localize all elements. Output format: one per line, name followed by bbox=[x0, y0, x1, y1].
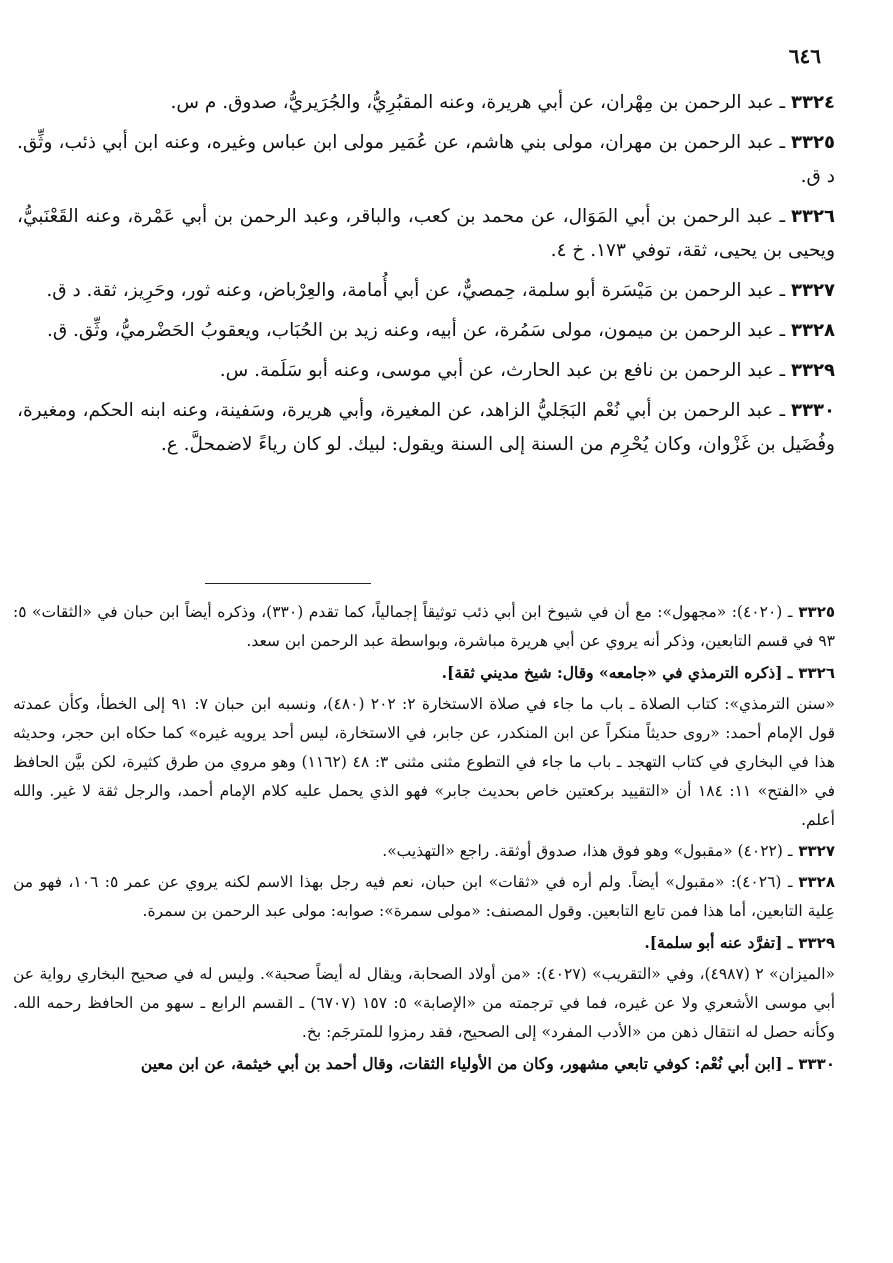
entry-3329 bbox=[17, 354, 835, 388]
note-3329-body bbox=[13, 960, 835, 1047]
note-number: ٣٣٣٠ bbox=[798, 1055, 835, 1073]
note-3330 bbox=[13, 1049, 835, 1079]
entry-number: ٣٣٢٩ bbox=[791, 360, 835, 381]
entry-text: ـ عبد الرحمن بن مِهْران، عن أبي هريرة، وعنه المقبُرِيُّ، والجُرَيريُّ، صدوق. م س. bbox=[170, 92, 786, 113]
entry-text: ـ عبد الرحمن بن ميمون، مولى سَمُرة، عن أبيه، وعنه زيد بن الحُبَاب، ويعقوبُ الحَضْرميُّ، وثِّق. ق. bbox=[46, 320, 786, 341]
note-text: «الميزان» ٢ (٤٩٨٧)، وفي «التقريب» (٤٠٢٧): «من أولاد الصحابة، ويقال له أيضاً صحبة». وليس له في صحيح البخاري رواية عن أبي موسى الأشعري ولا عن غيره، فما في ترجمته من «الإصابة» ٥: ١٥٧ (٦٧٠٧) ـ القسم الرابع ـ سهو من الحافظ رحمه الله. وكأنه حصل له انتقال ذهن من «الأدب المفرد» إلى الصحيح، فقد رمزوا للمترجَم: بخ. bbox=[13, 965, 835, 1041]
note-number: ٣٣٢٦ bbox=[798, 664, 835, 682]
note-3328 bbox=[13, 868, 835, 926]
entry-number: ٣٣٢٨ bbox=[791, 320, 835, 341]
entry-text: ـ عبد الرحمن بن نافع بن عبد الحارث، عن أبي موسى، وعنه أبو سَلَمة. س. bbox=[219, 360, 786, 381]
entry-3328 bbox=[17, 314, 835, 348]
entry-3325 bbox=[17, 126, 835, 194]
entry-number: ٣٣٢٧ bbox=[791, 280, 835, 301]
entry-3326 bbox=[17, 200, 835, 268]
note-text: «سنن الترمذي»: كتاب الصلاة ـ باب ما جاء في صلاة الاستخارة ٢: ٢٠٢ (٤٨٠)، ونسبه ابن حبان ٧: ٩١ إلى الخطأ، وكأن عمدته قول الإمام أحمد: «روى حديثاً منكراً عن ابن المنكدر، عن جابر، في الاستخارة، ليس أحد يرويه غيره» كما حكاه ابن حجر، وحديثه هذا في البخاري في كتاب التهجد ـ باب ما جاء في التطوع مثنى مثنى ٣: ٤٨ (١١٦٢) وهو مروي من طرق كثيرة، لكن بيَّن الحافظ في «الفتح» ١١: ١٨٤ أن «التقييد بركعتين خاص بحديث جابر» فهو الذي يحمل عليه كلام الإمام أحمد، والرجل ثقة لا غير. والله أعلم. bbox=[13, 695, 836, 829]
main-entries bbox=[17, 86, 835, 468]
footnote-divider bbox=[205, 583, 371, 584]
entry-number: ٣٣٣٠ bbox=[791, 400, 835, 421]
note-text: ـ [ابن أبي نُعْم: كوفي تابعي مشهور، وكان من الأولياء الثقات، وقال أحمد بن أبي خيثمة، عن ابن معين bbox=[140, 1054, 793, 1073]
note-3325 bbox=[13, 598, 835, 656]
entry-text: ـ عبد الرحمن بن أبي المَوَال، عن محمد بن كعب، والباقر، وعبد الرحمن بن أبي عَمْرة، وعنه القَعْنَبيُّ، ويحيى بن يحيى، ثقة، توفي ١٧٣. خ ٤. bbox=[17, 206, 835, 261]
entry-3324 bbox=[17, 86, 835, 120]
entry-text: ـ عبد الرحمن بن مَيْسَرة أبو سلمة، حِمصيٌّ، عن أبي أُمامة، والعِرْباض، وعنه ثور، وحَرِيز، ثقة. د ق. bbox=[46, 280, 786, 301]
entry-number: ٣٣٢٦ bbox=[791, 206, 835, 227]
entry-text: ـ عبد الرحمن بن مهران، مولى بني هاشم، عن عُمَير مولى ابن عباس وغيره، وعنه ابن أبي ذئب، وثِّق. د ق. bbox=[17, 132, 835, 187]
entry-number: ٣٣٢٥ bbox=[791, 132, 835, 153]
note-number: ٣٣٢٥ bbox=[798, 603, 836, 621]
note-text: ـ [ذكره الترمذي في «جامعه» وقال: شيخ مديني ثقة]. bbox=[441, 663, 793, 682]
note-number: ٣٣٢٨ bbox=[798, 873, 835, 891]
note-3326 bbox=[13, 658, 835, 688]
note-3327 bbox=[13, 837, 835, 866]
entry-text: ـ عبد الرحمن بن أبي نُعْم البَجَليُّ الزاهد، عن المغيرة، وأبي هريرة، وسَفينة، وعنه ابنه الحكم، ومغيرة، وفُضَيل بن غَزْوان، وكان يُحْرِم من السنة إلى السنة ويقول: لبيك. لو كان رياءً لاضمحلَّ. ع. bbox=[17, 400, 835, 455]
entry-number: ٣٣٢٤ bbox=[791, 92, 835, 113]
entry-3330 bbox=[17, 394, 835, 462]
footnotes bbox=[13, 598, 835, 1081]
note-text: ـ (٤٠٢٦): «مقبول» أيضاً. ولم أره في «ثقات» ابن حبان، نعم فيه رجل بهذا الاسم لكنه يروي عن عمر ٥: ١٠٦، فهو من عِلية التابعين، أما هذا فمن تابع التابعين. وقول المصنف: «مولى سمرة»: صوابه: مولى عبد الرحمن بن سمرة. bbox=[13, 873, 835, 920]
note-number: ٣٣٢٧ bbox=[798, 842, 835, 860]
note-number: ٣٣٢٩ bbox=[798, 934, 835, 952]
entry-3327 bbox=[17, 274, 835, 308]
note-text: ـ (٤٠٢٢) «مقبول» وهو فوق هذا، صدوق أوثقة. راجع «التهذيب». bbox=[382, 842, 793, 860]
note-text: ـ [تفرَّد عنه أبو سلمة]. bbox=[644, 933, 793, 952]
page-number: ٦٤٦ bbox=[788, 44, 821, 68]
note-text: ـ (٤٠٢٠): «مجهول»: مع أن في شيوخ ابن أبي ذئب توثيقاً إجمالياً، كما تقدم (٣٣٠)، وذكره أيضاً ابن حبان في «الثقات» ٥: ٩٣ في قسم التابعين، وذكر أنه يروي عن أبي هريرة مباشرة، وبواسطة عبد الرحمن ابن سعد. bbox=[13, 603, 835, 650]
note-3326-body bbox=[13, 690, 835, 835]
note-3329 bbox=[13, 928, 835, 958]
